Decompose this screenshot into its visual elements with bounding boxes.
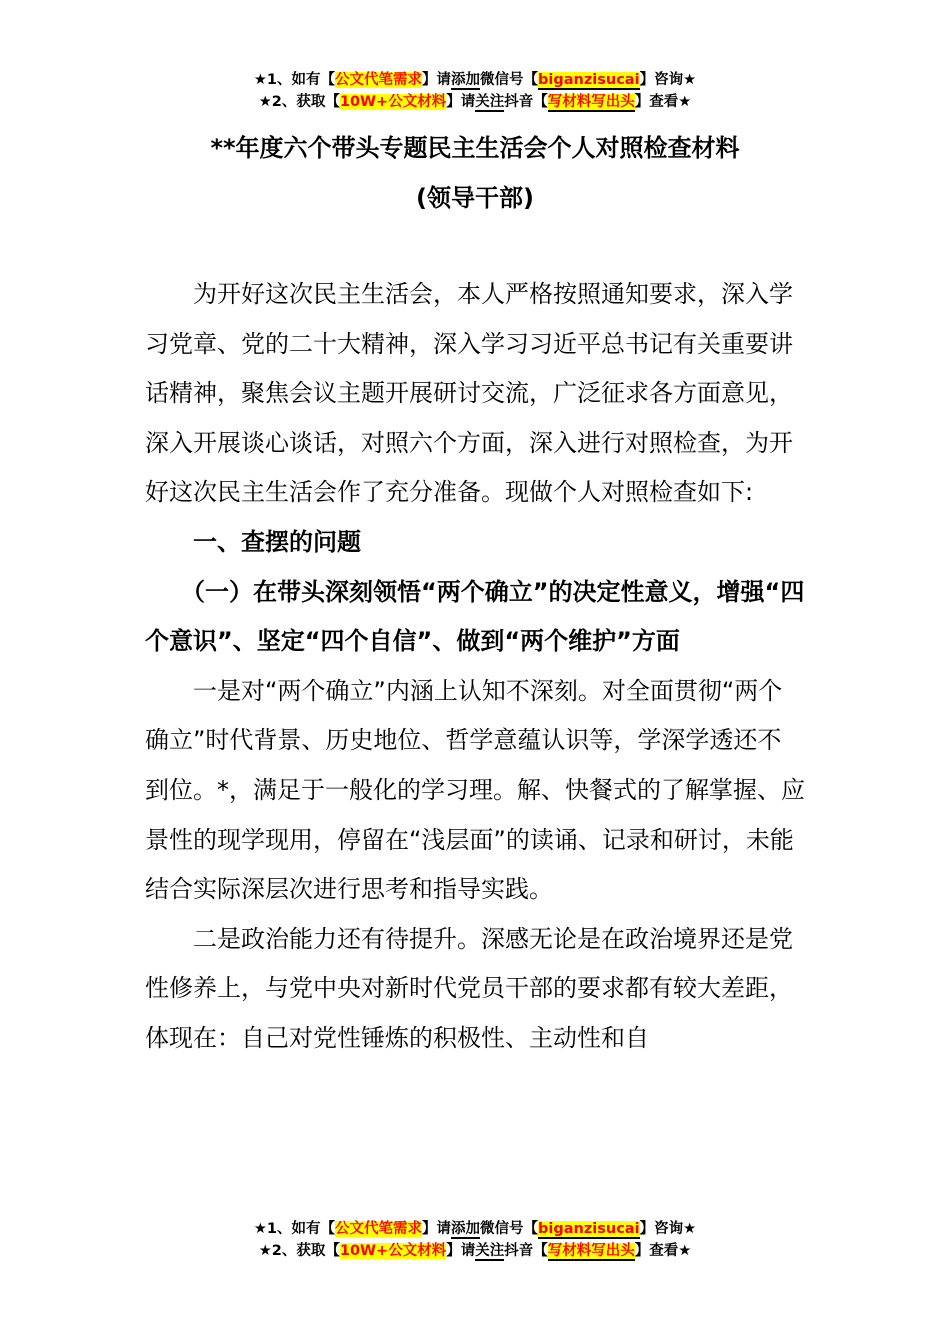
document-body [145,270,805,1064]
document-title: **年度六个带头专题民主生活会个人对照检查材料 [210,134,740,162]
banner-text: ★2、获取【 [258,94,340,110]
document-subtitle: (领导干部) [416,184,534,212]
footer-banner [0,1218,950,1262]
banner-highlight: 10W+公文材料 [339,1243,447,1259]
banner-text: 】咨询★ [639,1221,697,1237]
paragraph-point-1: 一是对“两个确立”内涵上认知不深刻。对全面贯彻“两个确立”时代背景、历史地位、哲学意蕴认识等，学深学透还不到位。*，满足于一般化的学习理。解、快餐式的了解掌握、应景性的现学现用，停留在“浅层面”的读诵、记录和研讨，未能结合实际深层次进行思考和指导实践。 [145,676,805,904]
banner-text: ★1、如有【 [253,1221,336,1237]
banner-text: 】请 [446,94,476,110]
banner-line-1 [0,69,950,91]
banner-text: 】请 [422,72,452,88]
banner-underlined: 关注 [475,94,505,110]
paragraph-point-2: 二是政治能力还有待提升。深感无论是在政治境界还是党性修养上，与党中央对新时代党员干部的要求都有较大差距，体现在：自己对党性锤炼的积极性、主动性和自 [145,924,793,1052]
banner-text: 抖音【 [504,94,548,110]
banner-text: 微信号【 [480,72,539,88]
banner-highlight: 公文代笔需求 [335,1221,423,1237]
banner-highlight: 写材料写出头 [547,94,635,110]
subsection-heading: （一）在带头深刻领悟“两个确立”的决定性意义，增强“四个意识”、坚定“四个自信”、做到“两个维护”方面 [145,577,805,656]
banner-highlight: 写材料写出头 [547,1243,635,1259]
banner-text: ★2、获取【 [258,1243,340,1259]
banner-text: 】查看★ [634,1243,692,1259]
banner-highlight: 10W+公文材料 [339,94,447,110]
banner-highlight: biganzisucai [538,1221,640,1237]
section-heading: 一、查摆的问题 [193,527,361,556]
header-banner [0,69,950,113]
banner-text: 抖音【 [504,1243,548,1259]
banner-text: 】请 [422,1221,452,1237]
banner-text: 】请 [446,1243,476,1259]
banner-line-2 [0,1240,950,1262]
banner-text: ★1、如有【 [253,72,336,88]
banner-line-2 [0,91,950,113]
paragraph-intro: 为开好这次民主生活会，本人严格按照通知要求，深入学习党章、党的二十大精神，深入学习习近平总书记有关重要讲话精神，聚焦会议主题开展研讨交流，广泛征求各方面意见，深入开展谈心谈话，对照六个方面，深入进行对照检查，为开好这次民主生活会作了充分准备。现做个人对照检查如下: [145,280,793,507]
banner-underlined: 关注 [475,1243,505,1259]
banner-text: 微信号【 [480,1221,539,1237]
banner-highlight: biganzisucai [538,72,640,88]
banner-text: 】查看★ [634,94,692,110]
banner-text: 】咨询★ [639,72,697,88]
banner-underlined: 添加 [451,72,481,88]
banner-line-1 [0,1218,950,1240]
banner-highlight: 公文代笔需求 [335,72,423,88]
banner-underlined: 添加 [451,1221,481,1237]
